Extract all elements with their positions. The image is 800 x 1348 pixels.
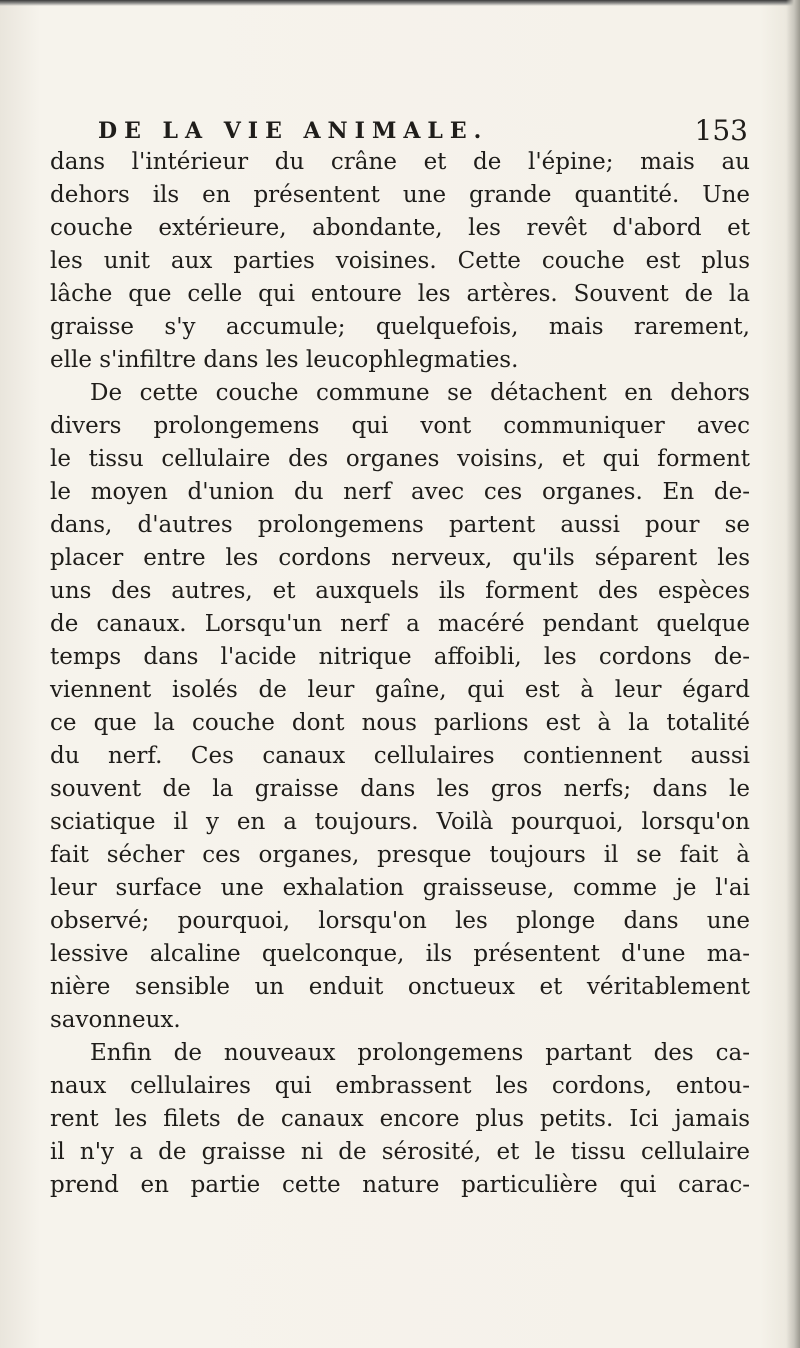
text-line: sciatique il y en a toujours. Voilà pourquoi, lorsqu'on [50, 809, 750, 835]
text-line: savonneux. [50, 1007, 181, 1033]
text-line: De cette couche commune se détachent en dehors [90, 380, 750, 406]
text-line: il n'y a de graisse ni de sérosité, et le tissu cellulaire [50, 1139, 750, 1165]
text-line: viennent isolés de leur gaîne, qui est à leur égard [50, 677, 750, 703]
text-line: dans l'intérieur du crâne et de l'épine; mais au [50, 149, 750, 175]
text-line: du nerf. Ces canaux cellulaires contiennent aussi [50, 743, 750, 769]
text-line: lessive alcaline quelconque, ils présentent d'une ma- [50, 941, 750, 967]
page-right-edge [786, 0, 800, 1348]
text-line: nière sensible un enduit onctueux et véritablement [50, 974, 750, 1000]
text-line: dehors ils en présentent une grande quantité. Une [50, 182, 750, 208]
page-top-edge [0, 0, 800, 6]
text-line: couche extérieure, abondante, les revêt d'abord et [50, 215, 750, 241]
text-line: ce que la couche dont nous parlions est à la totalité [50, 710, 750, 736]
text-line: Enfin de nouveaux prolongemens partant des ca- [90, 1040, 750, 1066]
text-line: observé; pourquoi, lorsqu'on les plonge dans une [50, 908, 750, 934]
text-line: leur surface une exhalation graisseuse, comme je l'ai [50, 875, 750, 901]
text-line: graisse s'y accumule; quelquefois, mais rarement, [50, 314, 750, 340]
text-line: uns des autres, et auxquels ils forment des espèces [50, 578, 750, 604]
text-line: les unit aux parties voisines. Cette couche est plus [50, 248, 750, 274]
text-line: placer entre les cordons nerveux, qu'ils séparent les [50, 545, 750, 571]
text-line: rent les filets de canaux encore plus petits. Ici jamais [50, 1106, 750, 1132]
text-line: de canaux. Lorsqu'un nerf a macéré pendant quelque [50, 611, 750, 637]
text-line: le moyen d'union du nerf avec ces organes. En de- [50, 479, 750, 505]
text-line: fait sécher ces organes, presque toujours il se fait à [50, 842, 750, 868]
text-line: lâche que celle qui entoure les artères. Souvent de la [50, 281, 750, 307]
text-line: naux cellulaires qui embrassent les cordons, entou- [50, 1073, 750, 1099]
text-line: prend en partie cette nature particulière qui carac- [50, 1172, 750, 1198]
text-line: temps dans l'acide nitrique affoibli, les cordons de- [50, 644, 750, 670]
text-line: souvent de la graisse dans les gros nerfs; dans le [50, 776, 750, 802]
running-title: DE LA VIE ANIMALE. [98, 118, 489, 144]
text-line: dans, d'autres prolongemens partent aussi pour se [50, 512, 750, 538]
text-line: elle s'infiltre dans les leucophlegmaties. [50, 347, 519, 373]
text-line: divers prolongemens qui vont communiquer avec [50, 413, 750, 439]
page-number: 153 [694, 114, 748, 147]
text-line: le tissu cellulaire des organes voisins, et qui forment [50, 446, 750, 472]
